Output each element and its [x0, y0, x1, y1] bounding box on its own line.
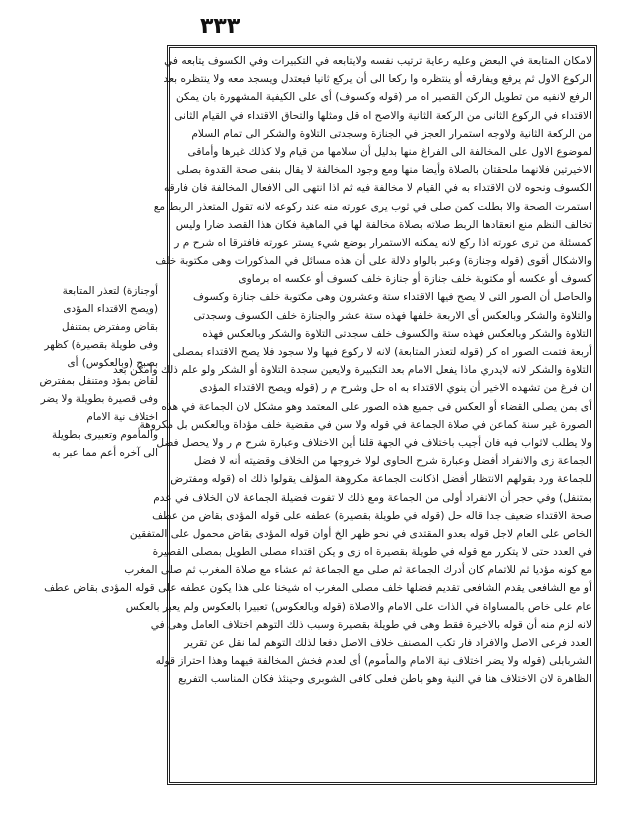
commentary-line: بمتنفل) وفي حجر أن الانفراد أولى من الجماعة ومع ذلك لا تفوت فضيلة الجماعة لان الخلاف في عدم	[153, 491, 592, 504]
commentary-line: أو مع الشافعى يقدم الشافعى تقديم فضلها خلف مصلى المغرب اه شيخنا على هذا يكون عطفه على قوله المؤدى بقاض عطف	[44, 582, 592, 595]
commentary-line: التلاوة والشكر لانه لايدري ماذا يفعل الامام بعد التكبيرة ولايعين سجدة التلاوة أو الشكر ولو علم ذلك وأمكن بعد	[113, 364, 592, 377]
margin-line: أوجنازة) لتعذر المتابعة	[62, 285, 158, 297]
commentary-line: أربعة فتمت الصور اه كر (قوله لتعذر المتابعة) لانه لا ركوع فيها ولا سجود فلا يصح الاقتداء بمصلى	[172, 346, 592, 358]
commentary-line: الجماعة زى والانفراد أفضل وعبارة شرح الحاوى لولا خروجها من الخلاف وقضيته أنه لا فضل	[193, 455, 592, 468]
commentary-line: لامكان المتابعة في البعض وعليه رعاية ترتيب نفسه ولايتابعه في التكبيرات وفي الكسوف يتابعه في	[164, 55, 592, 67]
commentary-line: التلاوة والشكر وبالعكس فهذه ستة والكسوف خلف سجدتى التلاوة والشكر وبالعكس فهذه	[202, 327, 592, 340]
commentary-line: الكسوف ونحوه لان الاقتداء به في القيام لا مخالفة فيه ثم اذا انتهى الى الافعال المخالفة فان فارقه	[163, 182, 592, 195]
margin-line: وفى قصيرة بطويلة ولا يضر	[40, 393, 158, 405]
margin-line: بصبح (وبالعكوس) أى	[67, 357, 158, 369]
commentary-line: الصورة غير سنة كماعن في صلاة الجماعة في قوله ولا سن في مقضية خلف مؤداة وبالعكس بل مكروهة	[139, 418, 592, 431]
commentary-line: من الركعة الثانية ولاوجه استمرار العجز في الجنازة وسجدتى التلاوة والشكر الى تمام السلام	[191, 127, 592, 140]
commentary-line: كسوف أو عكسه أو مكتوبة خلف جنازة أو جنازة خلف كسوف أو عكسه اه برماوى	[238, 273, 592, 286]
commentary-line: ولا يطلب لاثواب فيه فان أجيب باختلاف في الجهة قلنا أين الاختلاف وعبارة شرح م ر ولا يحصل فضل	[156, 436, 592, 449]
commentary-line: كمسئلة من ترى عورته اذا ركع لانه يمكنه الاستمرار بوضع شيء يستر عورته فافترقا اه شرح م ر	[174, 236, 592, 249]
margin-line: الى آخره أعم مما عبر به	[52, 447, 158, 459]
commentary-line: العدد فرعى الاصل والافراد فار تكب المصنف خلاف الاصل دفعا لذلك التوهم لما نقل عن تقرير	[184, 637, 592, 649]
commentary-line: لانه لزم منه أن قوله بالاخيرة فقط وهى في طويلة بقصيرة وسبب ذلك التوهم اختلاف العامل وهى في	[150, 618, 592, 631]
commentary-line: أى بمن يصلى القضاء أو العكس فى جميع هذه الصور على المعتمد وهو مشكل لان الجماعة في هذه	[161, 400, 592, 413]
margin-line: لقاض بمؤد ومتنفل بمفترض	[39, 375, 158, 387]
margin-line: (ويصح الاقتداء المؤدى	[63, 303, 158, 315]
margin-line: بقاض ومفترض بمتنفل	[61, 321, 158, 333]
commentary-line: ان فرغ من تشهده الاخير أن ينوي الاقتداء به اه حل وشرح م ر (قوله ويصح الاقتداء المؤدى	[199, 382, 592, 395]
commentary-line: تخالف النظم منع انعقادها الربط صلاته بصلاة مخالفة لها في الماهية فكان هذا القصد ضارا وليس	[175, 218, 592, 231]
margin-line: اختلاف نية الامام	[86, 411, 158, 423]
commentary-line: الاخيرتين فلانهما ملحقتان بالصلاة وأيضا منها ومع وجود المخالفة لا يقال بنفى صحة القدوة بصلى	[176, 164, 592, 177]
margin-line: وفى طويلة بقصيرة) كظهر	[44, 339, 158, 351]
commentary-line: عام على خاص بالمساواة في الذات على الامام والاصلاة (قوله وبالعكوس) تعبيرا بالعكوس ولم يعبر بالعكس	[125, 600, 592, 613]
commentary-line: في العدد حتى لا يتكرر مع قوله في طويلة بقصيرة اه زى و يكن اقتداء مصلى الطويل بمصلى القصيرة	[152, 546, 592, 559]
margin-main-text	[22, 282, 158, 462]
commentary-line: الركوع الاول ثم يرفع ويفارقه أو ينتظره وا ركعا الى أن يركع ثانيا فيعتدل ويسجد معه ولا ينتظره بعد	[163, 73, 592, 86]
commentary-line: والتلاوة والشكر وبالعكس أى الاربعة خلفها فهذه ستة عشر والجنازة خلف الكسوف وسجدتى	[193, 309, 592, 322]
commentary-line: لموضوع الاول على المخالفة الى الفراغ منها بدليل أن سلامها من قيام ولا كذلك غيرها وأماقى	[187, 145, 592, 158]
commentary-line: الظاهرة لان الاختلاف هنا في النية وهو باطن فعلى كافى الشوبرى وحينئذ فكان المناسب التفريع	[178, 673, 592, 686]
commentary-line: مع كونه مؤديا ثم للاتمام كان أدرك الجماعة ثم صلى مع الجماعة ثم عشاء مع صلاة المغرب ثم صلى المغرب	[124, 564, 592, 577]
commentary-line: الاقتداء في الركوع الثانى من الركعة الثانية والاصح اه قل ومثلها والتحاق الاقتداء في القيام الثانى	[174, 109, 592, 122]
commentary-line: الخاص على العام لاجل قوله بعدو المقتدى في نحو ظهر الخ أوان قوله المؤدى بقاض محمول على المتفقين	[129, 527, 592, 540]
commentary-line: صحة الاقتداء ضعيف جدا قاله حل (قوله في طويلة بقصيرة) عطفه على قوله المؤدى بقاض من عطف	[152, 509, 592, 522]
commentary-line: الرفع لانفيه من تطويل الركن القصير اه مر (قوله وكسوف) أى على الكيفية المشهورة بان يمكن	[175, 91, 592, 104]
page-number: ٣٣٣	[200, 14, 241, 39]
commentary-line: استمرت الصحة والا بطلت كمن صلى في ثوب يرى عورته منه عند ركوعه لانه تقول المتعذر الربط مع	[153, 200, 592, 213]
commentary-line: الشربابلى (قوله ولا يضر اختلاف نية الامام والمأموم) أى لعدم فخش المخالفة فيهما وهذا احتراز قوله	[155, 655, 592, 668]
commentary-line: والاشكال أقوى (قوله وجنازة) وعبر بالواو دلالة على أن هذه مسائل في المذكورات وهى مكتوبة خلف	[155, 255, 592, 268]
margin-line: والمأموم وتعبيرى بطويلة	[52, 429, 158, 441]
commentary-line: والحاصل أن الصور التى لا يصح فيها الاقتداء ستة وعشرون وهى مكتوبة خلف جنازة وكسوف	[193, 291, 592, 304]
commentary-line: للجماعة ورد بقولهم الانتظار أفضل اذكانت الجماعة مكروهة المؤلف يقولوا ذلك اه (قوله ومفترض	[170, 473, 592, 486]
